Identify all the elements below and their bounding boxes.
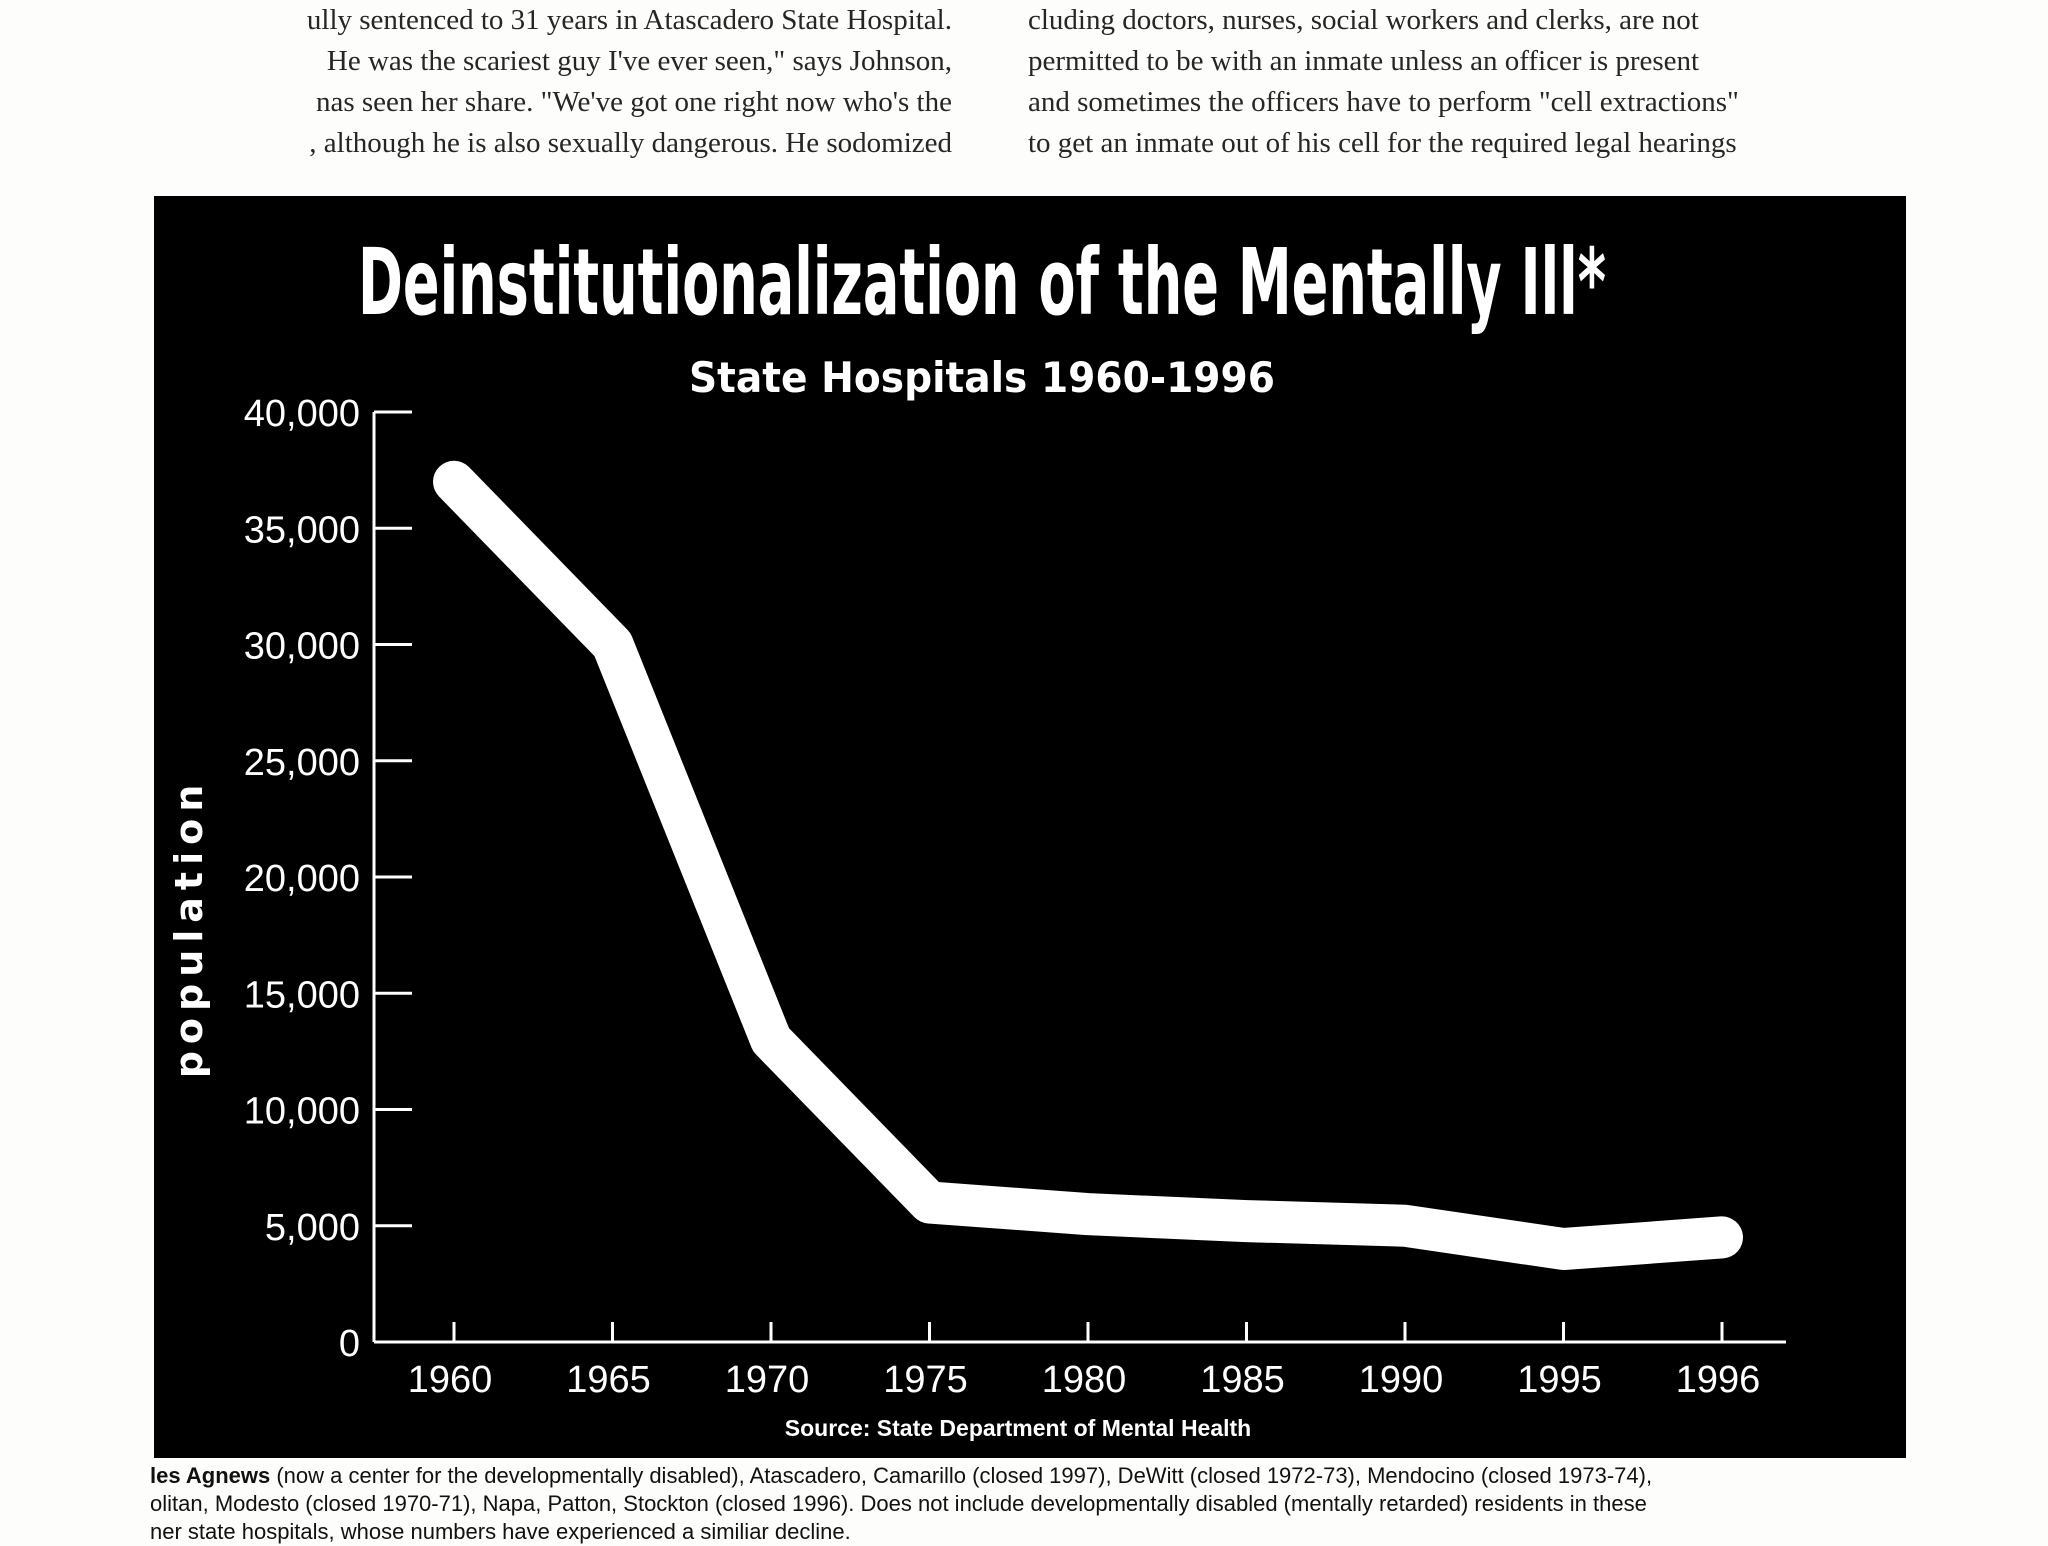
article-right-column [1028, 0, 1908, 164]
article-right-line-1: cluding doctors, nurses, social workers and clerks, are not [1028, 4, 1699, 36]
footnote [150, 1462, 1910, 1546]
article-left-line-2: He was the scariest guy I've ever seen," says Johnson, [326, 45, 952, 77]
y-tick-label: 20,000 [243, 858, 360, 900]
footnote-text: (now a center for the developmentally disabled), Atascadero, Camarillo (closed 1997), DeWitt (closed 1972-73), Mendocino (closed 1973-74), [270, 1463, 1653, 1488]
y-tick-label: 5,000 [264, 1206, 360, 1249]
y-tick-label: 10,000 [243, 1090, 360, 1133]
article-right-line-3: and sometimes the officers have to perform "cell extractions" [1028, 86, 1739, 118]
x-tick-label: 1975 [883, 1359, 968, 1401]
x-tick-label: 1965 [566, 1359, 651, 1401]
data-point [1244, 1218, 1250, 1224]
y-axis-label: population [167, 777, 211, 1079]
series-line [454, 482, 1722, 1249]
data-point [610, 642, 616, 648]
x-tick-label: 1985 [1200, 1359, 1285, 1401]
x-tick-label: 1996 [1675, 1359, 1761, 1401]
y-tick-label: 35,000 [243, 509, 360, 552]
x-tick-label: 1990 [1358, 1359, 1444, 1401]
article-left-column [0, 0, 952, 164]
source-label: Source: State Department of Mental Health [784, 1415, 1252, 1441]
footnote-line-1 [150, 1462, 1910, 1490]
data-point [1085, 1211, 1091, 1217]
data-point [1561, 1246, 1567, 1252]
footnote-lead: les Agnews [150, 1463, 271, 1488]
data-point [1402, 1223, 1408, 1229]
article-right-line-4: to get an inmate out of his cell for the required legal hearings [1028, 127, 1737, 159]
chart-subtitle: State Hospitals 1960-1996 [689, 353, 1275, 402]
data-point [1719, 1234, 1725, 1240]
y-tick-label: 40,000 [243, 393, 360, 435]
data-point [768, 1037, 774, 1043]
x-tick-label: 1970 [724, 1359, 810, 1401]
article-right-line-2: permitted to be with an inmate unless an officer is present [1028, 45, 1700, 77]
data-point [927, 1200, 933, 1206]
y-tick-label: 30,000 [243, 625, 360, 668]
y-tick-label: 15,000 [243, 974, 360, 1017]
data-point [451, 479, 457, 485]
x-tick-label: 1995 [1517, 1359, 1602, 1401]
article-left-line-4: , although he is also sexually dangerous. He sodomized [309, 127, 952, 159]
y-tick-label: 25,000 [243, 741, 360, 784]
chart-title: Deinstitutionalization of the Mentally Ill* [358, 229, 1606, 336]
x-tick-label: 1980 [1041, 1359, 1127, 1401]
article-left-line-1: ully sentenced to 31 years in Atascadero State Hospital. [306, 4, 952, 36]
y-tick-label: 0 [338, 1323, 360, 1365]
chart-panel [154, 196, 1906, 1458]
line-chart [154, 196, 1906, 1458]
x-tick-label: 1960 [407, 1359, 493, 1401]
article-left-line-3: nas seen her share. "We've got one right now who's the [315, 86, 952, 118]
footnote-line-2: olitan, Modesto (closed 1970-71), Napa, Patton, Stockton (closed 1996). Does not include developmentally disabled (mentally retarded) residents in these [150, 1491, 1647, 1516]
footnote-line-3: ner state hospitals, whose numbers have experienced a similiar decline. [150, 1519, 851, 1544]
